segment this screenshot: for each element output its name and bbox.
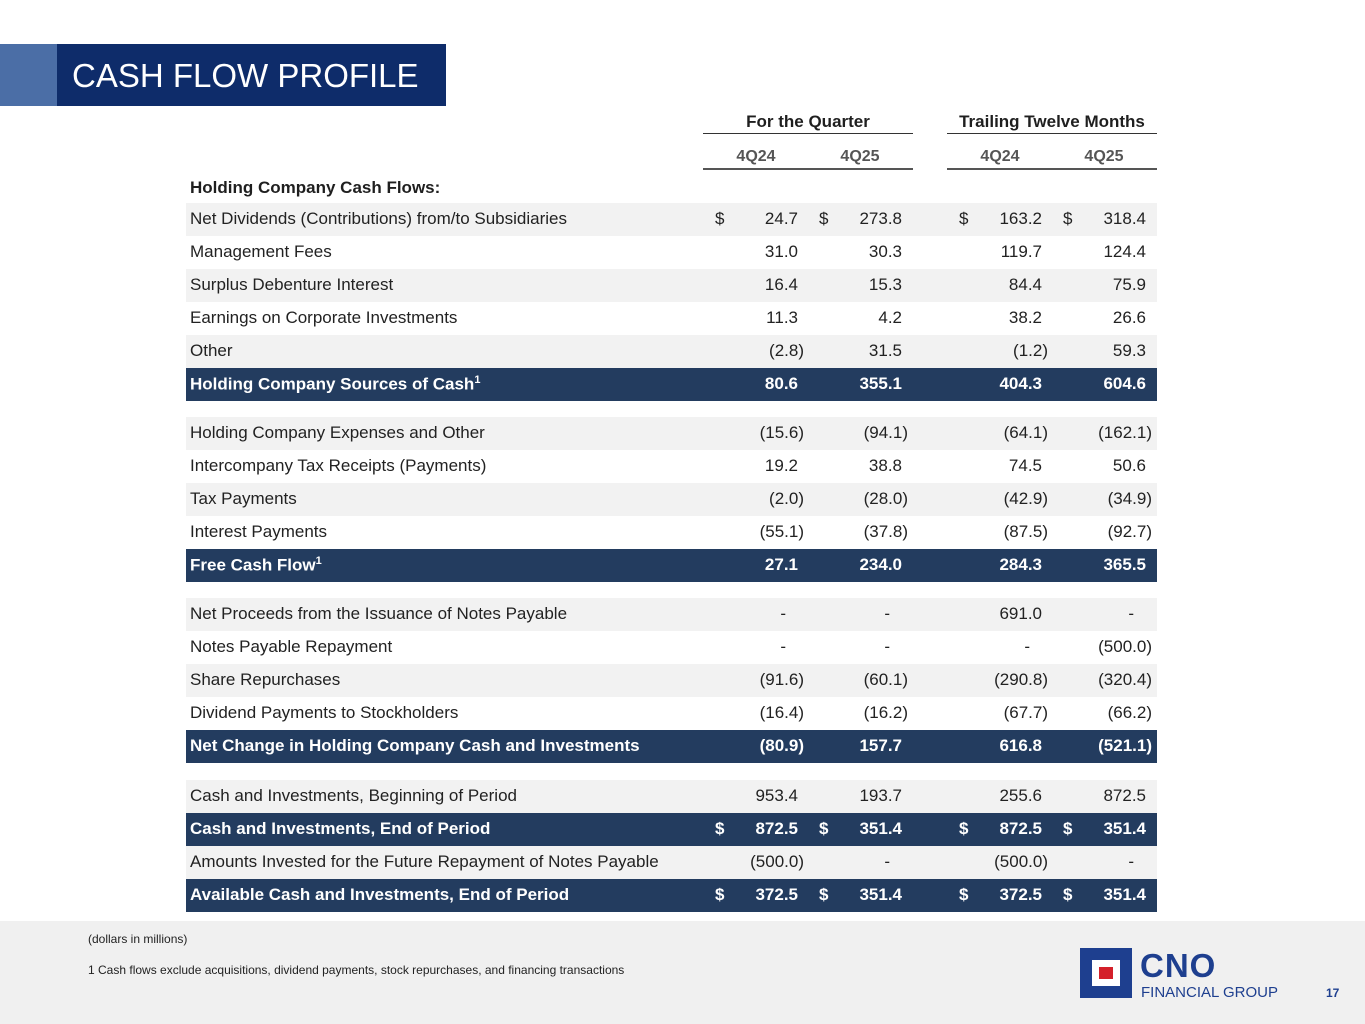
table-total-row — [186, 368, 1157, 401]
table-cell: 351.4 — [1103, 885, 1146, 904]
table-cell: (16.4) — [759, 703, 804, 722]
header-underline-quarter — [703, 133, 913, 134]
table-cell: 59.3 — [1112, 341, 1146, 360]
table-row — [186, 302, 1157, 335]
table-total-row — [186, 549, 1157, 582]
row-label: Management Fees — [190, 242, 332, 261]
table-cell: (500.0) — [750, 852, 804, 871]
table-cell: (66.2) — [1107, 703, 1152, 722]
table-cell: (42.9) — [1003, 489, 1048, 508]
table-cell: (91.6) — [759, 670, 804, 689]
header-for-the-quarter: For the Quarter — [746, 112, 870, 131]
table-cell: (87.5) — [1003, 522, 1048, 541]
page-number: 17 — [1326, 986, 1340, 1000]
table-cell: 273.8 — [859, 209, 902, 228]
table-row — [186, 697, 1157, 730]
dollar-sign: $ — [819, 819, 829, 838]
table-cell: 284.3 — [999, 555, 1042, 574]
title-accent-bar — [0, 44, 57, 106]
table-row — [186, 780, 1157, 813]
table-cell: 616.8 — [999, 736, 1042, 755]
row-label: Earnings on Corporate Investments — [190, 308, 458, 327]
table-cell: 84.4 — [1008, 275, 1042, 294]
table-row — [186, 846, 1157, 879]
dollar-sign: $ — [959, 885, 969, 904]
table-cell: 124.4 — [1103, 242, 1146, 261]
footnote-1: 1 Cash flows exclude acquisitions, dividend payments, stock repurchases, and financing transactions — [88, 963, 625, 977]
table-cell: (500.0) — [1098, 637, 1152, 656]
table-cell: 193.7 — [859, 786, 902, 805]
dollar-sign: $ — [715, 819, 725, 838]
table-cell: 953.4 — [755, 786, 798, 805]
row-label: Amounts Invested for the Future Repayment of Notes Payable — [190, 852, 659, 871]
table-cell: 372.5 — [755, 885, 798, 904]
table-cell: - — [780, 604, 786, 623]
table-cell: 255.6 — [999, 786, 1042, 805]
table-cell: (92.7) — [1107, 522, 1152, 541]
dollar-sign: $ — [1063, 885, 1073, 904]
header-trailing-twelve-months: Trailing Twelve Months — [959, 112, 1145, 131]
table-cell: (94.1) — [863, 423, 908, 442]
column-header-q-4q24: 4Q24 — [736, 148, 776, 165]
units-note: (dollars in millions) — [88, 932, 188, 946]
page-title: CASH FLOW PROFILE — [72, 57, 419, 94]
logo-name: CNO — [1140, 947, 1217, 984]
table-cell: (37.8) — [863, 522, 908, 541]
table-row — [186, 664, 1157, 697]
column-underline-quarter — [703, 168, 913, 170]
row-label: Free Cash Flow — [190, 555, 316, 575]
row-label: Other — [190, 341, 233, 360]
table-cell: 38.2 — [1008, 308, 1042, 327]
footnote-marker: 1 — [474, 374, 481, 386]
table-cell: 31.5 — [868, 341, 902, 360]
table-row — [186, 516, 1157, 549]
table-cell: 119.7 — [1000, 242, 1042, 261]
table-cell: (500.0) — [994, 852, 1048, 871]
row-label: Surplus Debenture Interest — [190, 275, 394, 294]
table-cell: 872.5 — [999, 819, 1042, 838]
column-underline-ttm — [947, 168, 1157, 170]
table-cell: (16.2) — [863, 703, 908, 722]
table-cell: (55.1) — [759, 522, 804, 541]
table-cell: 872.5 — [1103, 786, 1146, 805]
row-label: Net Proceeds from the Issuance of Notes Payable — [190, 604, 568, 623]
table-cell: (28.0) — [863, 489, 908, 508]
table-cell: (290.8) — [994, 670, 1048, 689]
table-cell: 872.5 — [755, 819, 798, 838]
table-cell: - — [884, 852, 890, 871]
table-row — [186, 631, 1157, 664]
header-underline-ttm — [947, 133, 1157, 134]
table-cell: - — [884, 604, 890, 623]
table-cell: (64.1) — [1003, 423, 1048, 442]
row-label: Cash and Investments, End of Period — [190, 819, 491, 838]
logo-subtitle: FINANCIAL GROUP — [1141, 984, 1278, 1001]
dollar-sign: $ — [959, 209, 969, 228]
table-cell: 75.9 — [1112, 275, 1146, 294]
dollar-sign: $ — [715, 885, 725, 904]
table-row — [186, 483, 1157, 516]
table-cell: 351.4 — [1103, 819, 1146, 838]
table-cell: 365.5 — [1103, 555, 1146, 574]
column-header-ttm-4q24: 4Q24 — [980, 148, 1020, 165]
table-total-row — [186, 813, 1157, 846]
row-label: Interest Payments — [190, 522, 328, 541]
table-cell: (15.6) — [759, 423, 804, 442]
footnote-marker: 1 — [315, 555, 322, 567]
row-label: Notes Payable Repayment — [190, 637, 393, 656]
table-cell: (162.1) — [1098, 423, 1152, 442]
table-cell: (1.2) — [1013, 341, 1048, 360]
row-label: Intercompany Tax Receipts (Payments) — [190, 456, 487, 475]
table-cell: 24.7 — [764, 209, 798, 228]
column-header-ttm-4q25: 4Q25 — [1084, 148, 1124, 165]
table-cell: (80.9) — [759, 736, 804, 755]
table-cell: 318.4 — [1103, 209, 1146, 228]
table-cell: (320.4) — [1098, 670, 1152, 689]
table-cell: (60.1) — [863, 670, 908, 689]
table-cell: 26.6 — [1112, 308, 1146, 327]
table-cell: (2.8) — [769, 341, 804, 360]
table-cell: (2.0) — [769, 489, 804, 508]
table-total-row — [186, 730, 1157, 763]
dollar-sign: $ — [819, 885, 829, 904]
table-cell: 30.3 — [868, 242, 902, 261]
row-label: Net Change in Holding Company Cash and Investments — [190, 736, 640, 755]
table-cell: 604.6 — [1103, 374, 1146, 393]
row-label: Tax Payments — [190, 489, 297, 508]
dollar-sign: $ — [1063, 819, 1073, 838]
table-cell: 74.5 — [1008, 456, 1042, 475]
table-cell: - — [1128, 604, 1134, 623]
table-cell: 11.3 — [766, 308, 798, 327]
row-label: Holding Company Expenses and Other — [190, 423, 485, 442]
table-cell: 691.0 — [999, 604, 1042, 623]
dollar-sign: $ — [959, 819, 969, 838]
table-cell: - — [1128, 852, 1134, 871]
row-label: Cash and Investments, Beginning of Period — [190, 786, 517, 805]
table-row — [186, 236, 1157, 269]
dollar-sign: $ — [715, 209, 725, 228]
table-cell: 4.2 — [878, 308, 902, 327]
table-cell: (34.9) — [1107, 489, 1152, 508]
table-cell: 27.1 — [764, 555, 798, 574]
cno-logo-mark-core — [1099, 967, 1113, 979]
table-cell: (521.1) — [1098, 736, 1152, 755]
table-cell: 16.4 — [764, 275, 798, 294]
table-row — [186, 417, 1157, 450]
table-cell: 31.0 — [764, 242, 798, 261]
table-row — [186, 269, 1157, 302]
table-cell: 163.2 — [999, 209, 1042, 228]
table-cell: 404.3 — [999, 374, 1042, 393]
table-cell: 19.2 — [764, 456, 798, 475]
column-header-q-4q25: 4Q25 — [840, 148, 880, 165]
table-cell: 372.5 — [999, 885, 1042, 904]
dollar-sign: $ — [819, 209, 829, 228]
table-total-row — [186, 879, 1157, 912]
dollar-sign: $ — [1063, 209, 1073, 228]
row-label: Share Repurchases — [190, 670, 341, 689]
table-cell: 80.6 — [764, 374, 798, 393]
section-label: Holding Company Cash Flows: — [190, 178, 441, 197]
table-cell: 351.4 — [859, 819, 902, 838]
table-cell: 234.0 — [859, 555, 902, 574]
table-row — [186, 598, 1157, 631]
table-cell: 50.6 — [1112, 456, 1146, 475]
table-row — [186, 335, 1157, 368]
row-label: Net Dividends (Contributions) from/to Subsidiaries — [190, 209, 567, 228]
table-cell: 351.4 — [859, 885, 902, 904]
row-label: Available Cash and Investments, End of Period — [190, 885, 570, 904]
table-cell: (67.7) — [1003, 703, 1048, 722]
table-cell: - — [1024, 637, 1030, 656]
table-cell: 157.7 — [859, 736, 902, 755]
table-cell: - — [780, 637, 786, 656]
table-cell: 38.8 — [868, 456, 902, 475]
table-row — [186, 450, 1157, 483]
row-label: Holding Company Sources of Cash — [190, 374, 475, 394]
table-cell: 355.1 — [859, 374, 902, 393]
table-cell: 15.3 — [868, 275, 902, 294]
table-row — [186, 203, 1157, 236]
row-label: Dividend Payments to Stockholders — [190, 703, 459, 722]
table-cell: - — [884, 637, 890, 656]
